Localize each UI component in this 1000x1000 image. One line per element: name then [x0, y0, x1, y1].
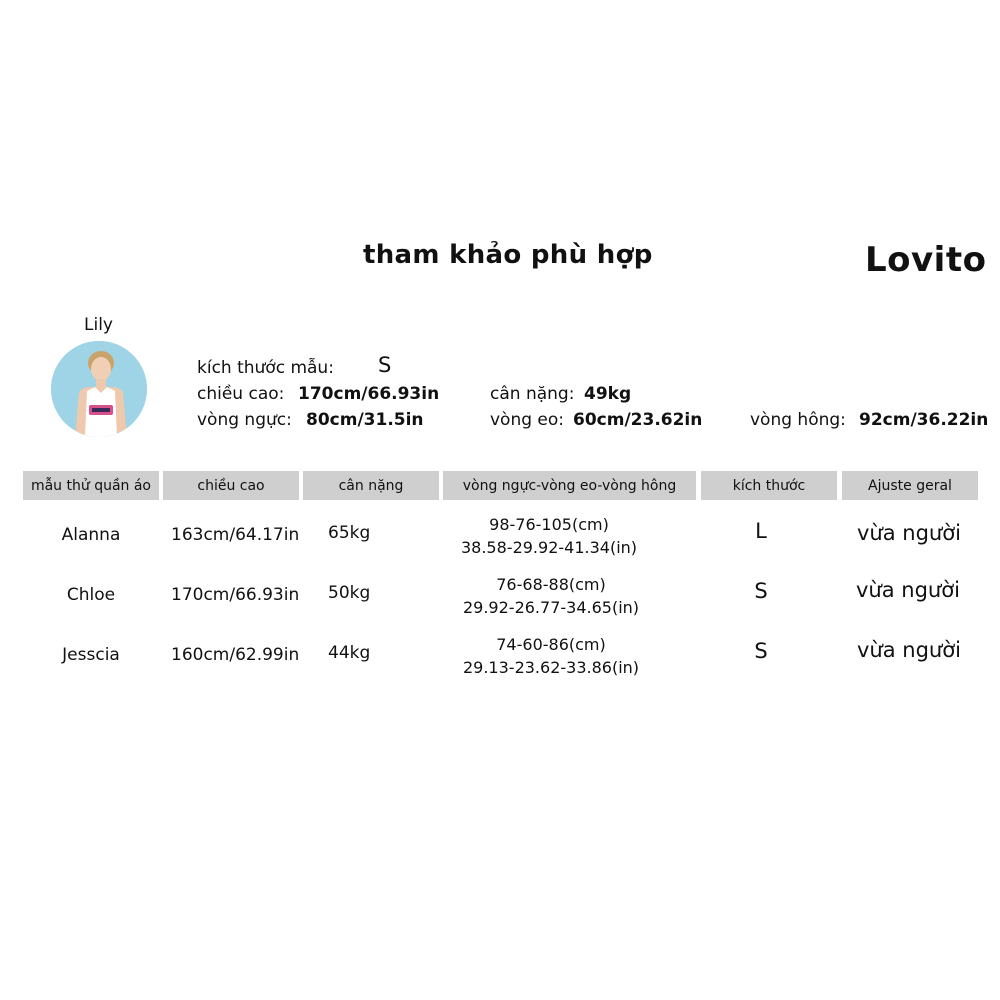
brand-logo: Lovito — [865, 240, 987, 280]
model-height-value: 170cm/66.93in — [298, 384, 440, 404]
row-measurements-in: 29.92-26.77-34.65(in) — [462, 598, 640, 617]
column-header-model: mẫu thử quần áo — [23, 471, 159, 500]
model-name: Lily — [84, 315, 113, 335]
row-fit: vừa người — [857, 638, 961, 662]
row-fit: vừa người — [857, 521, 961, 545]
row-height: 163cm/64.17in — [171, 525, 300, 545]
model-waist-label: vòng eo: — [490, 410, 565, 430]
model-photo — [51, 341, 147, 437]
row-measurements-in: 29.13-23.62-33.86(in) — [462, 658, 640, 677]
row-height: 160cm/62.99in — [171, 645, 300, 665]
column-header-fit: Ajuste geral — [842, 471, 978, 500]
row-weight: 65kg — [328, 523, 371, 543]
model-bust-value: 80cm/31.5in — [306, 410, 424, 430]
row-model-name: Jesscia — [62, 645, 120, 665]
row-weight: 44kg — [328, 643, 371, 663]
model-waist-value: 60cm/23.62in — [573, 410, 703, 430]
row-size: S — [754, 639, 768, 663]
row-size: L — [755, 519, 767, 543]
model-weight-value: 49kg — [584, 384, 632, 404]
model-avatar — [51, 341, 147, 437]
page-title: tham khảo phù hợp — [363, 240, 653, 270]
column-header-height: chiều cao — [163, 471, 299, 500]
row-height: 170cm/66.93in — [171, 585, 300, 605]
model-weight-label: cân nặng: — [490, 384, 575, 404]
model-hip-value: 92cm/36.22in — [859, 410, 989, 430]
row-measurements — [463, 633, 639, 679]
row-weight: 50kg — [328, 583, 371, 603]
row-measurements-in: 38.58-29.92-41.34(in) — [460, 538, 638, 557]
row-model-name: Chloe — [66, 585, 116, 605]
row-measurements — [461, 513, 637, 559]
model-height-label: chiều cao: — [197, 384, 285, 404]
column-header-weight: cân nặng — [303, 471, 439, 500]
model-bust-label: vòng ngực: — [197, 410, 292, 430]
row-measurements-cm: 98-76-105(cm) — [489, 515, 609, 534]
column-header-measurements: vòng ngực-vòng eo-vòng hông — [443, 471, 696, 500]
model-hip-label: vòng hông: — [750, 410, 846, 430]
model-size-label: kích thước mẫu: — [197, 358, 334, 378]
model-size-value: S — [378, 353, 392, 377]
row-model-name: Alanna — [61, 525, 121, 545]
column-header-size: kích thước — [701, 471, 837, 500]
row-measurements-cm: 76-68-88(cm) — [496, 575, 606, 594]
row-measurements-cm: 74-60-86(cm) — [496, 635, 606, 654]
row-size: S — [754, 579, 768, 603]
row-measurements — [463, 573, 639, 619]
row-fit: vừa người — [856, 578, 960, 602]
